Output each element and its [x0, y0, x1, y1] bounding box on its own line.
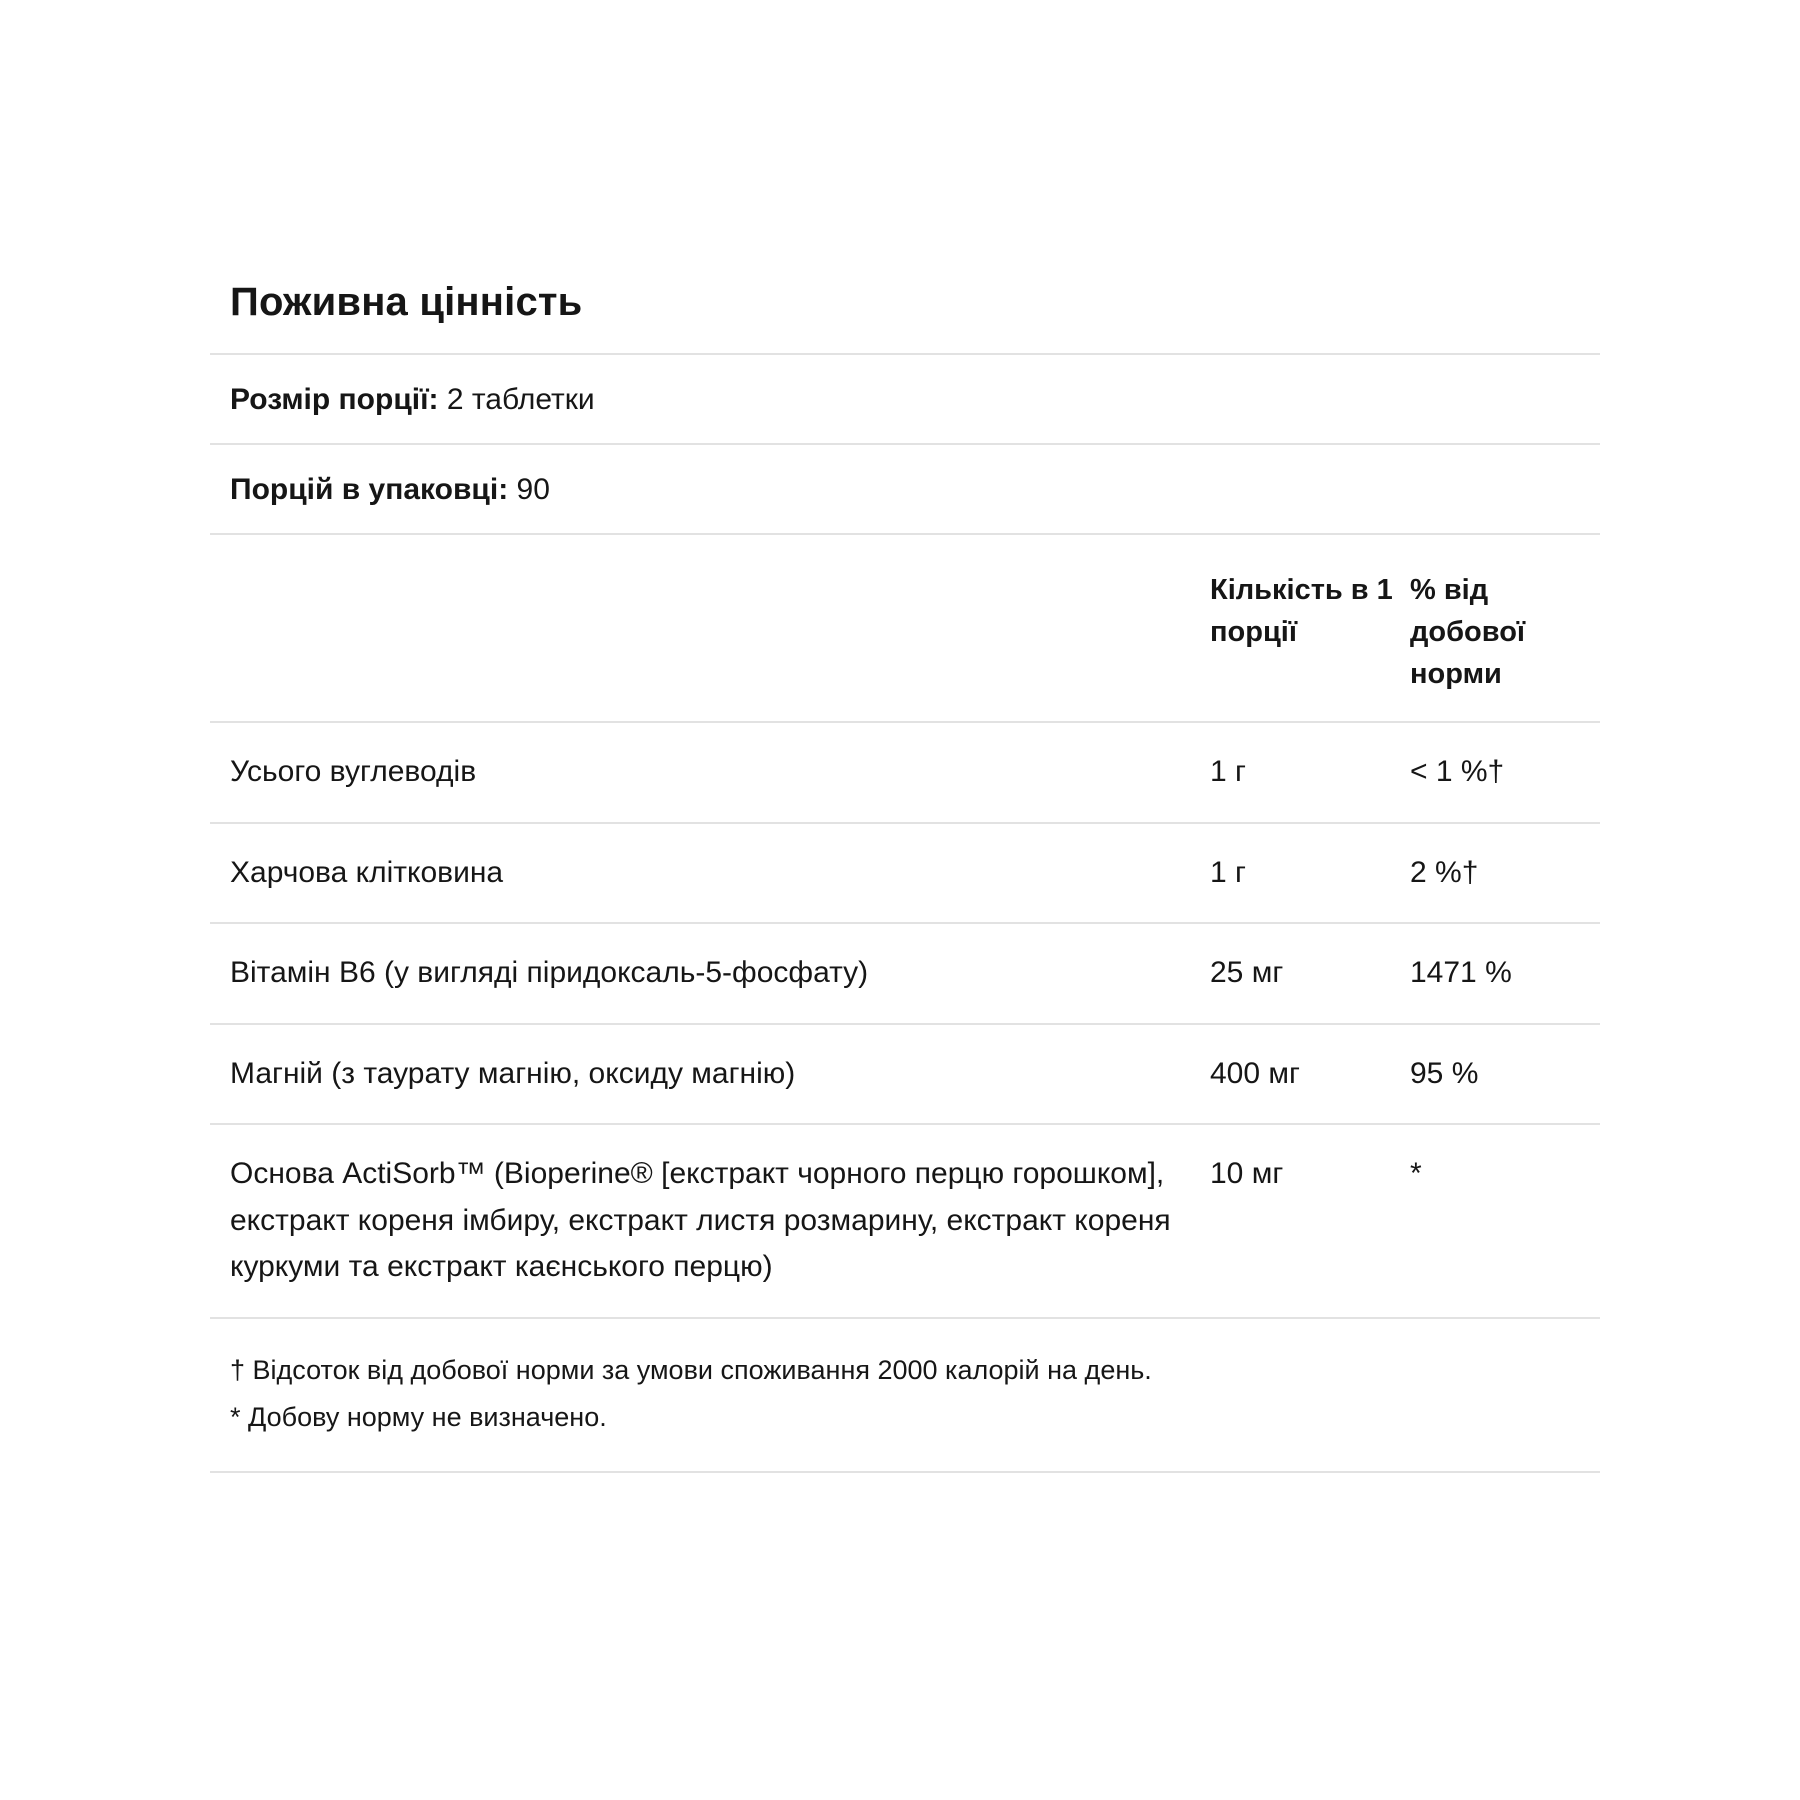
serving-size-label: Розмір порції: — [230, 383, 439, 416]
serving-size-value: 2 таблетки — [446, 383, 595, 416]
servings-per-container-value: 90 — [516, 473, 550, 506]
nutrient-daily-value: 1471 % — [1410, 956, 1512, 990]
footnote-not-established: * Добову норму не визначено. — [230, 1401, 607, 1432]
nutrient-name: Харчова клітковина — [230, 855, 504, 889]
servings-per-container-label: Порцій в упаковці: — [230, 473, 509, 506]
nutrition-facts-panel — [210, 280, 1600, 1473]
table-row — [210, 1125, 1600, 1317]
table-row — [210, 824, 1600, 923]
nutrient-amount: 1 г — [1210, 855, 1246, 889]
nutrient-daily-value: < 1 %† — [1410, 755, 1505, 789]
nutrient-daily-value: 95 % — [1410, 1056, 1479, 1090]
nutrient-daily-value: * — [1410, 1157, 1422, 1191]
nutrient-amount: 400 мг — [1210, 1056, 1300, 1090]
nutrient-daily-value: 2 %† — [1410, 855, 1479, 889]
nutrient-name: Магній (з таурату магнію, оксиду магнію) — [230, 1056, 796, 1090]
nutrient-name: Основа ActiSorb™ (Bioperine® [екстракт чорного перцю горошком], екстракт кореня імбиру, екстракт листя розмарину, екстракт кореня куркуми та екстракт каєнського перцю) — [230, 1157, 1171, 1284]
footnote-daily-value: † Відсоток від добової норми за умови споживання 2000 калорій на день. — [230, 1354, 1152, 1385]
panel-title: Поживна цінність — [230, 280, 583, 324]
table-row — [210, 1025, 1600, 1124]
column-headers-row — [210, 535, 1600, 721]
table-row — [210, 723, 1600, 822]
table-row — [210, 924, 1600, 1023]
column-header-amount: Кількість в 1 порції — [1210, 574, 1393, 649]
nutrient-name: Усього вуглеводів — [230, 755, 477, 789]
footnotes — [210, 1319, 1600, 1472]
nutrient-amount: 10 мг — [1210, 1157, 1284, 1191]
nutrient-amount: 1 г — [1210, 755, 1246, 789]
divider — [210, 1471, 1600, 1473]
nutrient-name: Вітамін B6 (у вигляді піридоксаль-5-фосфату) — [230, 956, 869, 990]
column-header-daily-value: % від добової норми — [1410, 574, 1526, 691]
nutrient-amount: 25 мг — [1210, 956, 1284, 990]
servings-per-container-row — [210, 445, 1600, 533]
serving-size-row — [210, 355, 1600, 443]
